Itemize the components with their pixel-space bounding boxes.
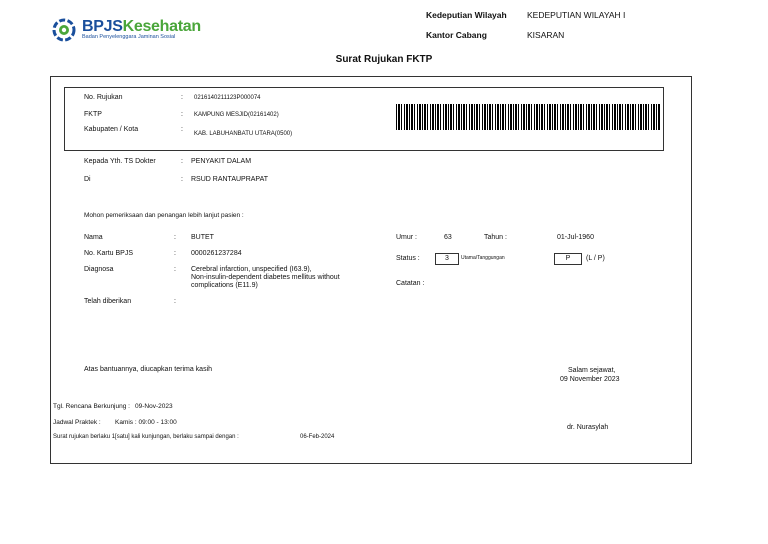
thanks-text: Atas bantuannya, diucapkan terima kasih [84, 366, 213, 373]
no-rujukan-label: No. Rujukan [84, 94, 123, 101]
diberikan-label: Telah diberikan [84, 298, 132, 305]
bpjs-logo-icon [52, 18, 76, 42]
wilayah-value: KEDEPUTIAN WILAYAH I [527, 10, 626, 20]
colon: : [174, 298, 176, 305]
di-value: RSUD RANTAUPRAPAT [191, 176, 269, 183]
fktp-value: KAMPUNG MESJID(02161402) [194, 112, 279, 118]
rencana-value: 09-Nov-2023 [135, 403, 173, 410]
colon: : [181, 158, 183, 165]
doctor-name: dr. Nurasylah [567, 424, 609, 431]
kartu-value: 0000261237284 [191, 250, 242, 257]
barcode [396, 104, 660, 130]
gender-desc: (L / P) [586, 255, 605, 262]
validity-date: 06-Feb-2024 [300, 434, 335, 440]
catatan-label: Catatan : [396, 280, 425, 287]
rencana-label: Tgl. Rencana Berkunjung : [53, 403, 130, 410]
kepada-label: Kepada Yth. TS Dokter [84, 158, 156, 165]
cabang-value: KISARAN [527, 30, 565, 40]
colon: : [174, 250, 176, 257]
jadwal-value: Kamis : 09:00 - 13:00 [115, 419, 177, 426]
diagnosa-line3: complications (E11.9) [191, 282, 258, 289]
di-label: Di [84, 176, 91, 183]
kabupaten-label: Kabupaten / Kota [84, 126, 139, 133]
umur-value: 63 [444, 234, 452, 241]
fktp-label: FKTP [84, 111, 102, 118]
diagnosa-line2: Non-insulin-dependent diabetes mellitus without [191, 274, 340, 281]
nama-label: Nama [84, 234, 103, 241]
validity-text: Surat rujukan berlaku 1[satu] kali kunjungan, berlaku sampai dengan : [53, 434, 239, 440]
diagnosa-label: Diagnosa [84, 266, 114, 273]
jadwal-label: Jadwal Praktek : [53, 419, 101, 426]
kabupaten-value: KAB. LABUHANBATU UTARA(0500) [194, 131, 293, 137]
gender-box: P [554, 253, 582, 265]
wilayah-label: Kedeputian Wilayah [426, 10, 507, 20]
no-rujukan-value: 0216140211123P000074 [194, 95, 261, 101]
tahun-label: Tahun : [484, 234, 507, 241]
kepada-value: PENYAKIT DALAM [191, 158, 252, 165]
colon: : [181, 94, 183, 101]
colon: : [181, 111, 183, 118]
colon: : [174, 234, 176, 241]
colon: : [181, 176, 183, 183]
page-title: Surat Rujukan FKTP [335, 54, 433, 65]
brand-name-part1: BPJS [82, 18, 123, 35]
colon: : [174, 266, 176, 273]
status-box: 3 [435, 253, 459, 265]
dob-value: 01-Jul-1960 [557, 234, 594, 241]
salam-text: Salam sejawat, [568, 367, 616, 374]
closing-date: 09 November 2023 [560, 376, 620, 383]
brand-name-part2: Kesehatan [122, 18, 201, 35]
brand-subtitle: Badan Penyelenggara Jaminan Sosial [82, 34, 176, 40]
status-label: Status : [396, 255, 420, 262]
intro-text: Mohon pemeriksaan dan penangan lebih lanjut pasien : [84, 212, 244, 219]
cabang-label: Kantor Cabang [426, 30, 487, 40]
umur-label: Umur : [396, 234, 417, 241]
kartu-label: No. Kartu BPJS [84, 250, 134, 257]
status-desc: Utama/Tanggungan [461, 255, 505, 261]
diagnosa-line1: Cerebral infarction, unspecified (I63.9), [191, 266, 312, 273]
nama-value: BUTET [191, 234, 214, 241]
colon: : [181, 126, 183, 133]
